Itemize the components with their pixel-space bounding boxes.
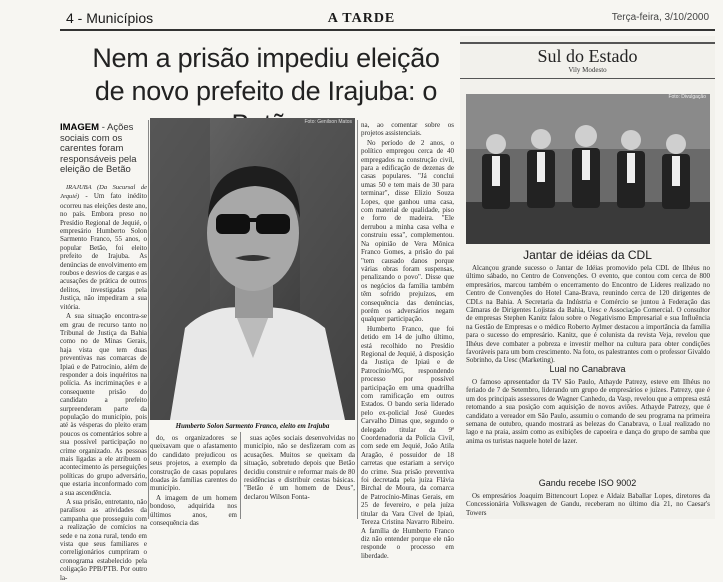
story2-text: O famoso apresentador da TV São Paulo, Athayde Patrezy, esteve em Ilhéus no feriado de 7 de Setembro, liderando um grupo de empresários e juízes. Patrezy, que é um dos principais assessores de Wagner Canhedo, da Vasp, revelou que a empresa está retomando a sua posição com aquisição de novos aviões. Athayde Patrezy, que é candidato a vereador em São Paulo, assumiu o comando de seu programa na primeira semana de outubro, quando mostrará as belezas do Canabrava, o Lual realizado no lago e na praia, assim como as exibições de capoeira e dança do grupo de samba que anima os turistas naquele hotel de lazer. xyxy=(466,378,710,445)
sidebar-rule xyxy=(460,78,715,79)
sidebar-photo-credit: Foto: Divulgação xyxy=(668,94,706,100)
sidebar-photo xyxy=(466,94,710,244)
article-kicker xyxy=(60,123,146,176)
story3-text: Os empresários Joaquim Bittencourt Lopez e Aldaiz Baballar Lopes, diretores da Concessionária Volkswagen de Gandu, receberam no último dia 21, no Caesar's Towers xyxy=(466,492,710,517)
group-photo-image xyxy=(466,94,710,244)
sidebar-top-rule xyxy=(460,42,715,44)
kicker-label: IMAGEM xyxy=(60,122,100,133)
story1-title: Jantar de idéias da CDL xyxy=(523,248,652,262)
article-column-2 xyxy=(150,434,237,528)
photo-caption: Humberto Solon Sarmento Franco, eleito em Irajuba xyxy=(175,422,330,430)
article-photo xyxy=(150,118,355,420)
col3-para-1: na, ao comentar sobre os projetos assistenciais. xyxy=(361,121,454,138)
article-column-2b xyxy=(244,434,355,519)
page-header xyxy=(0,0,723,30)
story3-title: Gandu recebe ISO 9002 xyxy=(538,478,637,488)
story2-body xyxy=(466,378,710,476)
article-column-3 xyxy=(361,121,454,560)
column-divider xyxy=(240,432,241,519)
col1-para-3: A sua prisão, entretanto, não paralisou as atividades da campanha que prosseguiu com a realização de comícios na sede e na zona rural, tendo em vista que seus familiares e correligionários cumpriram o cronograma estabelecido pela coligação PPB/PTB. Por outro la- xyxy=(60,498,147,582)
story1-text: Alcançou grande sucesso o Jantar de Idéias promovido pela CDL de Ilhéus no último sábado, no Centro de Convenções. O evento, que contou com cerca de 800 empresários, marcou também o encerramento do Encontro de Líderes realizado no Centro de Convenções do Hotel Cana-Brava, reunindo cerca de 120 dirigentes de CDLs na Bahia. A Secretaria da Indústria e Comércio se juntou à Federação das Câmaras de Dirigentes Lojistas da Bahia, Uesc e Associação Comercial. O consultor de empresas Stephen Kanitz falou sobre o Negativismo Empresarial e sua Influência na Gestão de Empresas e o médico Roberto Aylmer destacou a importância da família para o sucesso do empresário. Kanitz, que é colunista da revista Veja, revelou que Ilhéus deve combater a pobreza e investir melhor na cultura para obter condições favoráveis para um bom crescimento. Na foto, os palestrantes com o professor Givaldo Sobrinho, da Uesc (Marketing). xyxy=(466,264,710,365)
kicker-text: - Ações sociais com os carentes foram responsáveis pela eleição de Betão xyxy=(60,122,137,175)
column-divider xyxy=(357,120,358,519)
col2b-para-1: suas ações sociais desenvolvidas no município, não se desfizeram com as acusações. Muitos se queixam da situação, sobretudo depois que Betão decidiu construir e reformar mais de 80 residências e distribuir cestas básicas. "Betão é um homem de Deus", declarou Wilson Fonta- xyxy=(244,434,355,501)
col1-para-2: A sua situação encontra-se em grau de recurso tanto no Tribunal de Justiça da Bahia como no de Minas Gerais, haja vista que tem duas preventivas nas comarcas de Ipiaú e de Patrocínio, além de responder a dois inquéritos na polícia. As incriminações e a consequente prisão do candidato a prefeito surpreenderam parte da população do município, pois até às vésperas do pleito eram poucos os comentários sobre a sua possível participação no crime organizado. As pessoas mais ligadas a ele atribuem o acontecimento às perseguições políticas do grupo adversário, que estaria inconformado com a sua ascendência. xyxy=(60,312,147,497)
issue-date: Terça-feira, 3/10/2000 xyxy=(611,12,709,23)
col2-para-1: do, os organizadores se queixavam que o afastamento do candidato prejudicou os seus projetos, a exemplo da construção de casas populares doadas às famílias carentes do município. xyxy=(150,434,237,493)
header-rule xyxy=(60,29,715,31)
photo-credit: Foto: Genilson Matos xyxy=(304,119,352,125)
sidebar-column xyxy=(460,36,715,519)
dateline: IRAJUBA (Da Sucursal de Jequié) xyxy=(60,184,147,201)
sidebar-author: Vily Modesto xyxy=(568,66,607,74)
sidebar-title: Sul do Estado xyxy=(537,46,638,66)
col1-para-1: - Um fato inédito ocorreu nas eleições deste ano, no país. Embora preso no Presídio Regional de Jequié, o empresário Humberto Solon Sarmento Franco, 55 anos, o popular Betão, foi eleito prefeito de Irajuba. As denúncias de envolvimento em roubos e desvios de cargas e as acusações de prática de outros delitos, investigadas pela Justiça, não impediram a sua vitória. xyxy=(60,192,148,311)
story2-title: Lual no Canabrava xyxy=(549,364,626,374)
masthead: A TARDE xyxy=(327,11,396,26)
column-divider xyxy=(148,120,149,519)
col3-para-2: No período de 2 anos, o político empregou cerca de 40 empregados na construção civil, para a edificação de dezenas de casas populares. "Já conclui umas 50 e tem mais de 30 para terminar", disse Elizio Souza Lopes, que ganhou uma casa, com material de qualidade, piso e forro de madeira. "Ele derrubou a minha casa velha e construiu essa", complementou. Na opinião de Vera Mônica Franco Gomes, a prisão do pai "tem causado danos porque várias obras foram suspensas, penalizando o povo". Disse que os negócios da família também têm sofrido prejuízos, em consequência das denúncias, porém os adversários negam qualquer participação. xyxy=(361,138,454,324)
section-label: 4 - Municípios xyxy=(66,10,154,26)
story3-body xyxy=(466,492,710,519)
article-column-1 xyxy=(60,183,148,582)
col2-para-2: A imagem de um homem bondoso, adquirida nos últimos anos, em consequência das xyxy=(150,493,237,528)
article-headline: Nem a prisão impediu eleição de novo prefeito de Irajuba: o xyxy=(92,43,440,106)
col3-para-3: Humberto Franco, que foi detido em 14 de julho último, está recolhido no Presídio Regional de Jequié, à disposição da Justiça de Ipiaú e de Patrocínio/MG, respondendo processo por possível participação em uma quadrilha com ramificação em outros Estados. O bando seria liderado pelo ex-policial José Guedes Carvalho Dimas que, segundo o delegado titular da 9ª Coordenadoria da Polícia Civil, com sede em Jequié, João Atila Aragão, é possuidor de 18 carretas que estariam a serviço do crime. Sua prisão preventiva foi decretada pela juíza Flávia Birchal de Moura, da comarca de Patrocínio-Minas Gerais, em 25 de fevereiro, e pela juíza titular da Vara Cível de Ipiaú, Tereza Cristina Navarro Ribeiro. A família de Humberto Franco diz não entender porque ele não responde o processo em liberdade. xyxy=(361,324,454,560)
portrait-image xyxy=(150,118,355,420)
